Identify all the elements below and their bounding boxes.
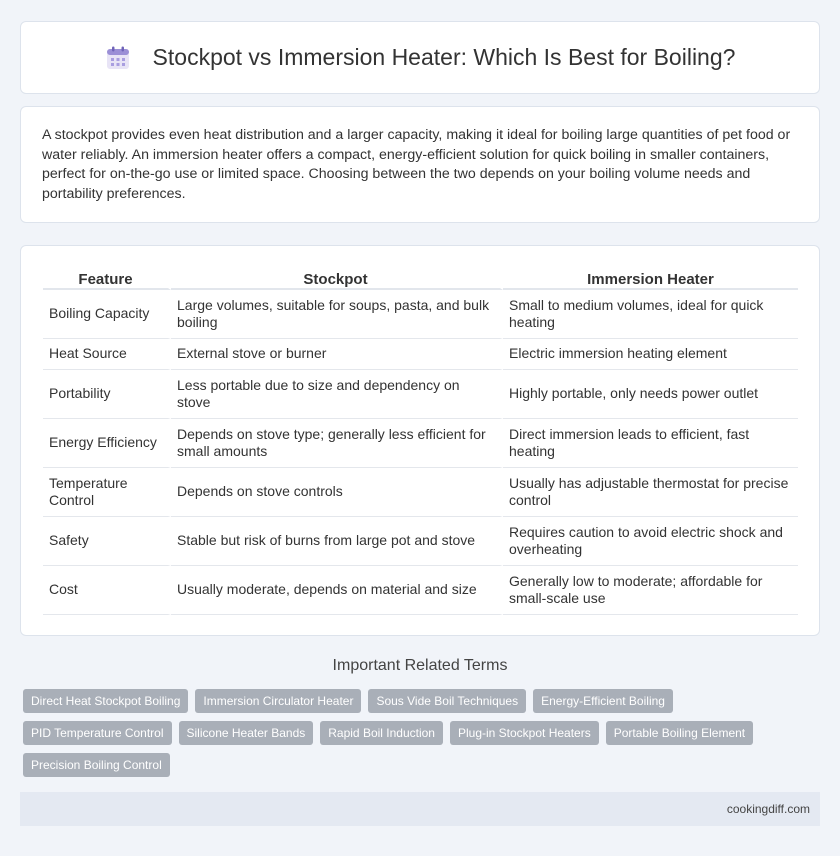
feature-cell: Cost <box>43 566 171 615</box>
comparison-table <box>43 262 798 615</box>
stockpot-cell: Depends on stove controls <box>171 468 503 517</box>
header-stockpot: Stockpot <box>171 262 503 290</box>
term-tag[interactable]: Silicone Heater Bands <box>179 721 314 745</box>
table-row <box>43 419 798 468</box>
feature-cell: Boiling Capacity <box>43 290 171 339</box>
feature-cell: Safety <box>43 517 171 566</box>
immersion-heater-cell: Electric immersion heating element <box>503 339 798 370</box>
table-row <box>43 517 798 566</box>
table-row <box>43 339 798 370</box>
comparison-table-card <box>20 245 820 636</box>
table-row <box>43 290 798 339</box>
stockpot-cell: Stable but risk of burns from large pot and stove <box>171 517 503 566</box>
footer-site-link[interactable]: cookingdiff.com <box>726 802 810 816</box>
term-tag[interactable]: Precision Boiling Control <box>23 753 170 777</box>
calendar-icon <box>105 45 131 71</box>
term-tag[interactable]: Immersion Circulator Heater <box>195 689 361 713</box>
term-tag[interactable]: Direct Heat Stockpot Boiling <box>23 689 188 713</box>
header-feature: Feature <box>43 262 171 290</box>
immersion-heater-cell: Direct immersion leads to efficient, fast heating <box>503 419 798 468</box>
feature-cell: Portability <box>43 370 171 419</box>
intro-card <box>20 106 820 223</box>
immersion-heater-cell: Small to medium volumes, ideal for quick heating <box>503 290 798 339</box>
feature-cell: Energy Efficiency <box>43 419 171 468</box>
stockpot-cell: Large volumes, suitable for soups, pasta, and bulk boiling <box>171 290 503 339</box>
stockpot-cell: External stove or burner <box>171 339 503 370</box>
term-tag[interactable]: Portable Boiling Element <box>606 721 753 745</box>
term-tag[interactable]: PID Temperature Control <box>23 721 172 745</box>
immersion-heater-cell: Usually has adjustable thermostat for precise control <box>503 468 798 517</box>
table-row <box>43 370 798 419</box>
table-row <box>43 468 798 517</box>
feature-cell: Temperature Control <box>43 468 171 517</box>
stockpot-cell: Less portable due to size and dependency on stove <box>171 370 503 419</box>
term-tag[interactable]: Sous Vide Boil Techniques <box>368 689 526 713</box>
title-card <box>20 21 820 94</box>
term-tag[interactable]: Rapid Boil Induction <box>320 721 443 745</box>
page-title: Stockpot vs Immersion Heater: Which Is Best for Boiling? <box>152 44 736 70</box>
stockpot-cell: Depends on stove type; generally less efficient for small amounts <box>171 419 503 468</box>
table-header-row <box>43 262 798 290</box>
immersion-heater-cell: Generally low to moderate; affordable for small-scale use <box>503 566 798 615</box>
term-tag[interactable]: Energy-Efficient Boiling <box>533 689 673 713</box>
related-terms-title: Important Related Terms <box>332 657 508 674</box>
footer <box>20 792 820 826</box>
intro-text: A stockpot provides even heat distribution and a larger capacity, making it ideal for boiling large quantities of pet food or water reliably. An immersion heater offers a compact, energy-efficient solution for quick boiling in smaller containers, perfect for on-the-go use or limited space. Choosing between the two depends on your boiling volume needs and portability preferences. <box>42 127 791 202</box>
related-terms-tags <box>23 689 813 785</box>
immersion-heater-cell: Requires caution to avoid electric shock and overheating <box>503 517 798 566</box>
feature-cell: Heat Source <box>43 339 171 370</box>
header-immersion-heater: Immersion Heater <box>503 262 798 290</box>
stockpot-cell: Usually moderate, depends on material and size <box>171 566 503 615</box>
immersion-heater-cell: Highly portable, only needs power outlet <box>503 370 798 419</box>
term-tag[interactable]: Plug-in Stockpot Heaters <box>450 721 599 745</box>
table-row <box>43 566 798 615</box>
